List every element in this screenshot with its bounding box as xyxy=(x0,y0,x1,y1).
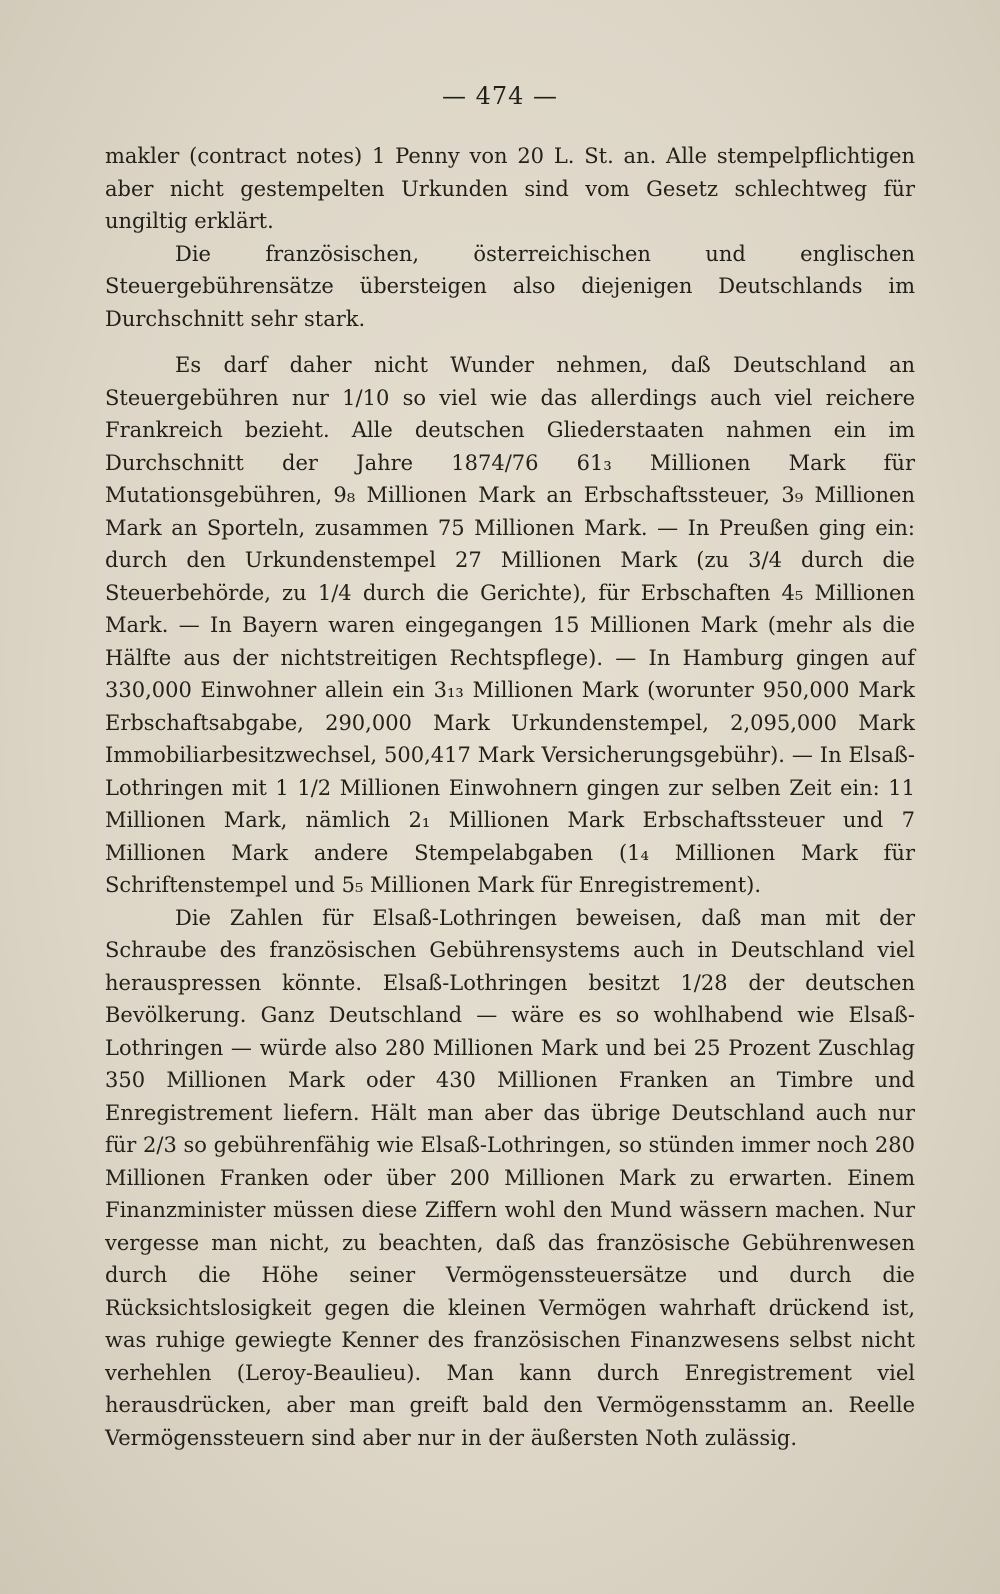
paragraph-continuation: makler (contract notes) 1 Penny von 20 L. St. an. Alle stempelpflichtigen aber nicht gestempelten Urkunden sind vom Gesetz schlechtweg für ungiltig erklärt. xyxy=(105,144,915,233)
paragraph-alsace-lorraine: Die Zahlen für Elsaß-Lothringen beweisen, daß man mit der Schraube des französischen Gebührensystems auch in Deutschland viel herauspressen könnte. Elsaß-Lothringen besitzt 1/28 der deutschen Bevölkerung. Ganz Deutschland — wäre es so wohlhabend wie Elsaß-Lothringen — würde also 280 Millionen Mark und bei 25 Prozent Zuschlag 350 Millionen Mark oder 430 Millionen Franken an Timbre und Enregistrement liefern. Hält man aber das übrige Deutschland auch nur für 2/3 so gebührenfähig wie Elsaß-Lothringen, so stünden immer noch 280 Millionen Franken oder über 200 Millionen Mark zu erwarten. Einem Finanzminister müssen diese Ziffern wohl den Mund wässern machen. Nur vergesse man nicht, zu beachten, daß das französische Gebührenwesen durch die Höhe seiner Vermögenssteuersätze und durch die Rücksichtslosigkeit gegen die kleinen Vermögen wahrhaft drückend ist, was ruhige gewiegte Kenner des französischen Finanzwesens selbst nicht verhehlen (Leroy-Beaulieu). Man kann durch Enregistrement viel herausdrücken, aber man greift bald den Vermögensstamm an. Reelle Vermögenssteuern sind aber nur in der äußersten Noth zulässig. xyxy=(105,905,915,1450)
paragraph-revenue-figures: Es darf daher nicht Wunder nehmen, daß Deutschland an Steuergebühren nur 1/10 so viel wie das allerdings auch viel reichere Frankreich bezieht. Alle deutschen Gliederstaaten nahmen ein im Durchschnitt der Jahre 1874/76 61₃ Millionen Mark für Mutationsgebühren, 9₈ Millionen Mark an Erbschaftssteuer, 3₉ Millionen Mark an Sporteln, zusammen 75 Millionen Mark. — In Preußen ging ein: durch den Urkundenstempel 27 Millionen Mark (zu 3/4 durch die Steuerbehörde, zu 1/4 durch die Gerichte), für Erbschaften 4₅ Millionen Mark. — In Bayern waren eingegangen 15 Millionen Mark (mehr als die Hälfte aus der nichtstreitigen Rechtspflege). — In Hamburg gingen auf 330,000 Einwohner allein ein 3₁₃ Millionen Mark (worunter 950,000 Mark Erbschaftsabgabe, 290,000 Mark Urkundenstempel, 2,095,000 Mark Immobiliarbesitzwechsel, 500,417 Mark Versicherungsgebühr). — In Elsaß-Lothringen mit 1 1/2 Millionen Einwohnern gingen zur selben Zeit ein: 11 Millionen Mark, nämlich 2₁ Millionen Mark Erbschaftssteuer und 7 Millionen Mark andere Stempelabgaben (1₄ Millionen Mark für Schriftenstempel und 5₅ Millionen Mark für Enregistrement). xyxy=(105,353,915,897)
page-number: — 474 — xyxy=(441,82,559,110)
body-text xyxy=(105,140,915,1454)
paragraph-comparison: Die französischen, österreichischen und englischen Steuergebührensätze übersteigen also diejenigen Deutschlands im Durchschnitt sehr stark. xyxy=(105,241,915,331)
